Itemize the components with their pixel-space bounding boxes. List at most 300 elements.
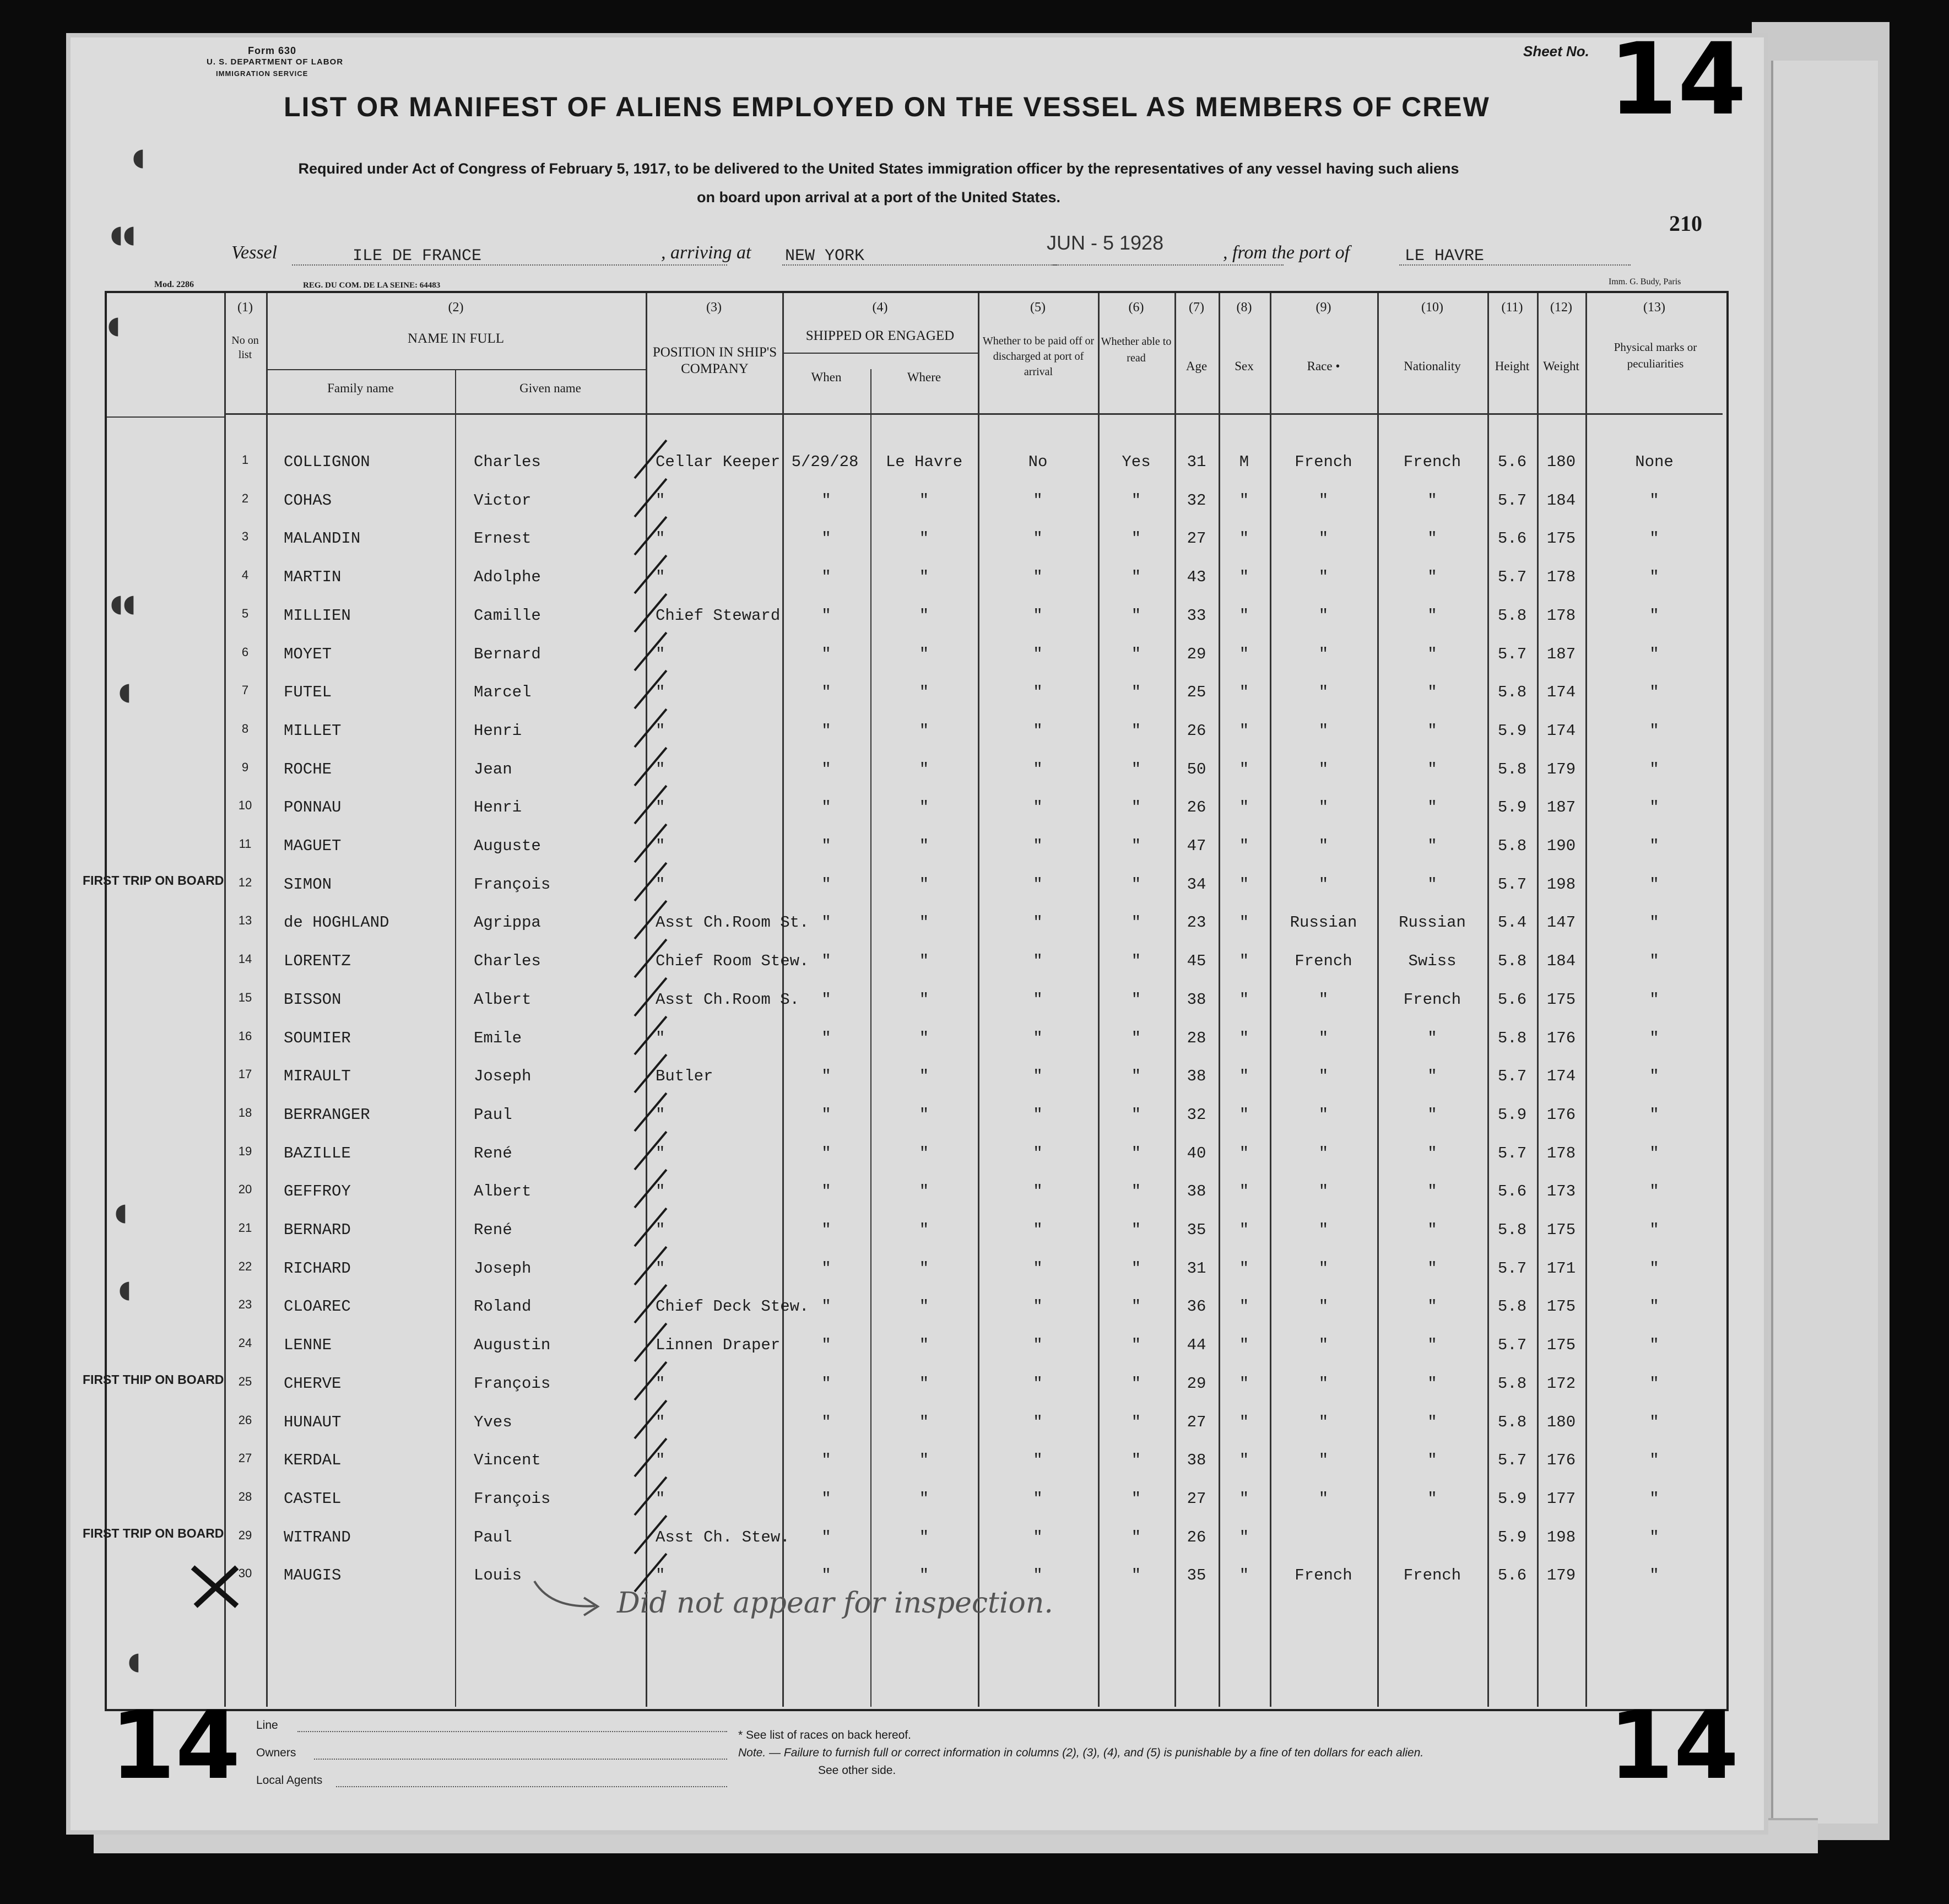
cell-where: " [919, 1221, 929, 1239]
cell-when: " [821, 991, 831, 1009]
cell-height: 5.4 [1497, 913, 1527, 932]
cell-paid: " [1033, 722, 1043, 740]
cell-family: MAUGIS [284, 1566, 342, 1584]
cell-sex: M [1239, 453, 1249, 471]
cell-given: Yves [474, 1413, 512, 1431]
cell-position: " [656, 568, 665, 586]
cell-weight: 175 [1546, 991, 1576, 1009]
cell-race: " [1318, 1297, 1329, 1316]
cell-marks: " [1649, 1297, 1659, 1316]
cell-when: " [821, 1259, 831, 1278]
cell-read: " [1131, 1029, 1141, 1047]
cell-family: de HOGHLAND [284, 913, 389, 932]
from-port: LE HAVRE [1405, 247, 1485, 266]
cell-when: " [821, 607, 831, 625]
cell-sex: " [1239, 1413, 1249, 1431]
cell-given: Paul [474, 1528, 512, 1546]
cell-position: " [656, 683, 665, 701]
cell-race: French [1295, 952, 1352, 970]
bottom-right-sheet-number: 14 [1609, 1691, 1739, 1800]
cell-paid: " [1033, 952, 1043, 970]
col-num-13: (13) [1643, 300, 1665, 315]
cell-where: " [919, 1413, 929, 1431]
cell-age: 27 [1187, 529, 1206, 548]
cell-race: " [1318, 760, 1329, 778]
header-family-name: Family name [327, 381, 394, 395]
punch-mark: ◖ [107, 311, 121, 339]
cell-race: " [1318, 837, 1329, 855]
cell-when: " [821, 1528, 831, 1546]
cell-no: 2 [241, 491, 249, 505]
cell-nat: " [1427, 491, 1437, 510]
cell-when: " [821, 1144, 831, 1162]
cell-read: " [1131, 1490, 1141, 1508]
footer-agents-label: Local Agents [256, 1774, 323, 1787]
cell-age: 29 [1187, 645, 1206, 663]
header-when: When [811, 370, 842, 384]
cell-paid: " [1033, 1528, 1043, 1546]
col-num-3: (3) [706, 300, 722, 315]
cell-no: 14 [238, 952, 252, 966]
cell-sex: " [1239, 1490, 1249, 1508]
manifest-sheet [66, 22, 1768, 1835]
cell-sex: " [1239, 1106, 1249, 1124]
cell-age: 43 [1187, 568, 1206, 586]
cell-age: 38 [1187, 1067, 1206, 1085]
cell-no: 26 [238, 1413, 252, 1427]
cell-read: " [1131, 1067, 1141, 1085]
cell-paid: " [1033, 837, 1043, 855]
header-paid-off: Whether to be paid off or discharged at port of arrival [982, 335, 1095, 378]
cell-sex: " [1239, 1451, 1249, 1469]
cell-sex: " [1239, 798, 1249, 816]
cell-given: Marcel [474, 683, 532, 701]
cell-paid: " [1033, 875, 1043, 894]
page-number: 210 [1669, 211, 1702, 236]
cell-position: Chief Room Stew. [656, 952, 809, 970]
cell-position: " [656, 837, 665, 855]
cell-family: MIRAULT [284, 1067, 351, 1085]
cell-family: CHERVE [284, 1375, 342, 1393]
cell-race: Russian [1290, 913, 1357, 932]
cell-sex: " [1239, 875, 1249, 894]
cell-given: Charles [474, 952, 541, 970]
cell-height: 5.8 [1497, 1375, 1527, 1393]
cell-no: 19 [238, 1144, 252, 1158]
cell-weight: 147 [1546, 913, 1576, 932]
cell-no: 16 [238, 1029, 252, 1043]
cell-sex: " [1239, 952, 1249, 970]
col-num-1: (1) [237, 300, 253, 315]
cell-marks: " [1649, 1413, 1659, 1431]
cell-read: " [1131, 760, 1141, 778]
cell-height: 5.7 [1497, 568, 1527, 586]
cell-weight: 173 [1546, 1182, 1576, 1200]
header-shipped: SHIPPED OR ENGAGED [805, 328, 955, 343]
cell-no: 20 [238, 1182, 252, 1196]
col-num-10: (10) [1421, 300, 1443, 315]
cell-where: " [919, 722, 929, 740]
cell-no: 27 [238, 1451, 252, 1465]
cell-family: KERDAL [284, 1451, 342, 1469]
cell-sex: " [1239, 1297, 1249, 1316]
cell-marks: None [1635, 453, 1674, 471]
cell-paid: " [1033, 1259, 1043, 1278]
cell-when: " [821, 875, 831, 894]
header-where: Where [907, 370, 941, 384]
cell-height: 5.9 [1497, 798, 1527, 816]
cell-given: Emile [474, 1029, 522, 1047]
cell-marks: " [1649, 1221, 1659, 1239]
cell-weight: 187 [1546, 798, 1576, 816]
cell-position: " [656, 1375, 665, 1393]
cell-age: 36 [1187, 1297, 1206, 1316]
sheet-no-label: Sheet No. [1523, 43, 1589, 60]
service-label: IMMIGRATION SERVICE [216, 69, 308, 78]
cell-height: 5.8 [1497, 683, 1527, 701]
cell-paid: " [1033, 1566, 1043, 1584]
header-nationality: Nationality [1404, 359, 1461, 373]
cell-height: 5.7 [1497, 491, 1527, 510]
cell-no: 29 [238, 1528, 252, 1542]
cell-given: François [474, 1490, 551, 1508]
cell-weight: 176 [1546, 1029, 1576, 1047]
cell-given: Henri [474, 722, 522, 740]
cell-when: " [821, 529, 831, 548]
cell-position: " [656, 760, 665, 778]
cell-family: GEFFROY [284, 1182, 351, 1200]
cell-read: " [1131, 1182, 1141, 1200]
cell-given: Albert [474, 1182, 532, 1200]
cell-family: LORENTZ [284, 952, 351, 970]
cell-read: " [1131, 1375, 1141, 1393]
cell-when: " [821, 1336, 831, 1354]
cell-where: " [919, 568, 929, 586]
cell-no: 4 [241, 568, 249, 582]
cell-height: 5.7 [1497, 1144, 1527, 1162]
cell-weight: 174 [1546, 1067, 1576, 1085]
cell-family: RICHARD [284, 1259, 351, 1278]
cell-read: " [1131, 1566, 1141, 1584]
cell-paid: No [1028, 453, 1048, 471]
cell-marks: " [1649, 991, 1659, 1009]
first-trip-note: FIRST TRIP ON BOARD [83, 873, 224, 888]
cell-race: " [1318, 607, 1329, 625]
cell-height: 5.8 [1497, 1297, 1527, 1316]
cell-position: " [656, 645, 665, 663]
cell-age: 29 [1187, 1375, 1206, 1393]
cell-family: WITRAND [284, 1528, 351, 1546]
cell-marks: " [1649, 1106, 1659, 1124]
cell-marks: " [1649, 683, 1659, 701]
cell-weight: 184 [1546, 491, 1576, 510]
cell-when: 5/29/28 [791, 453, 859, 471]
cell-read: " [1131, 1106, 1141, 1124]
cell-no: 21 [238, 1221, 252, 1235]
cell-read: " [1131, 1221, 1141, 1239]
cell-nat: " [1427, 1490, 1437, 1508]
cell-race: " [1318, 875, 1329, 894]
cell-position: Asst Ch.Room St. [656, 913, 809, 932]
cell-height: 5.7 [1497, 1336, 1527, 1354]
cell-no: 6 [241, 645, 249, 659]
cell-when: " [821, 1067, 831, 1085]
cell-position: Asst Ch. Stew. [656, 1528, 790, 1546]
cell-sex: " [1239, 607, 1249, 625]
footer-line-label: Line [256, 1719, 278, 1732]
cell-race: " [1318, 491, 1329, 510]
cell-given: Augustin [474, 1336, 551, 1354]
cell-nat: " [1427, 760, 1437, 778]
cell-given: Agrippa [474, 913, 541, 932]
cell-where: " [919, 1029, 929, 1047]
cell-age: 47 [1187, 837, 1206, 855]
cell-where: " [919, 1182, 929, 1200]
cell-race: " [1318, 1182, 1329, 1200]
cell-no: 10 [238, 798, 252, 812]
col-num-7: (7) [1189, 300, 1204, 315]
cell-paid: " [1033, 1413, 1043, 1431]
cell-sex: " [1239, 1566, 1249, 1584]
cell-marks: " [1649, 722, 1659, 740]
cell-where: " [919, 1067, 929, 1085]
cell-paid: " [1033, 1451, 1043, 1469]
cell-marks: " [1649, 529, 1659, 548]
cell-age: 28 [1187, 1029, 1206, 1047]
cell-family: MALANDIN [284, 529, 361, 548]
cell-given: Paul [474, 1106, 512, 1124]
cell-position: " [656, 491, 665, 510]
cell-marks: " [1649, 568, 1659, 586]
cell-race: " [1318, 1144, 1329, 1162]
cell-age: 45 [1187, 952, 1206, 970]
cell-nat: " [1427, 798, 1437, 816]
cell-read: " [1131, 837, 1141, 855]
cell-family: MAGUET [284, 837, 342, 855]
cell-nat: " [1427, 1106, 1437, 1124]
cell-family: PONNAU [284, 798, 342, 816]
cell-read: " [1131, 607, 1141, 625]
cell-where: " [919, 837, 929, 855]
punch-mark: ◖ [128, 1647, 141, 1675]
cell-where: " [919, 645, 929, 663]
cell-where: " [919, 991, 929, 1009]
cell-where: " [919, 607, 929, 625]
cell-given: Camille [474, 607, 541, 625]
cell-read: " [1131, 1144, 1141, 1162]
cell-sex: " [1239, 991, 1249, 1009]
header-able-to-read: Whether able to read [1101, 336, 1172, 364]
footer-owners-label: Owners [256, 1746, 296, 1759]
col-num-11: (11) [1501, 300, 1523, 315]
cell-height: 5.7 [1497, 875, 1527, 894]
cell-position: " [656, 1144, 665, 1162]
cell-position: " [656, 529, 665, 548]
cell-given: Henri [474, 798, 522, 816]
cell-age: 50 [1187, 760, 1206, 778]
cell-marks: " [1649, 875, 1659, 894]
cell-marks: " [1649, 1528, 1659, 1546]
cell-where: " [919, 1297, 929, 1316]
cell-read: " [1131, 991, 1141, 1009]
cell-paid: " [1033, 1490, 1043, 1508]
races-note: * See list of races on back hereof. [738, 1729, 912, 1741]
cell-race: " [1318, 1490, 1329, 1508]
cell-marks: " [1649, 1182, 1659, 1200]
cell-sex: " [1239, 1182, 1249, 1200]
cell-no: 22 [238, 1259, 252, 1273]
cell-given: François [474, 875, 551, 894]
from-line [1399, 264, 1631, 266]
first-trip-note: FIRST TRIP ON BOARD [83, 1526, 224, 1540]
cell-read: " [1131, 683, 1141, 701]
cell-height: 5.9 [1497, 1106, 1527, 1124]
cell-sex: " [1239, 529, 1249, 548]
cell-height: 5.7 [1497, 1259, 1527, 1278]
cell-nat: French [1403, 991, 1461, 1009]
cell-weight: 176 [1546, 1106, 1576, 1124]
cell-given: Joseph [474, 1259, 532, 1278]
cell-where: " [919, 1451, 929, 1469]
cell-no: 30 [238, 1566, 252, 1580]
cell-age: 38 [1187, 1182, 1206, 1200]
cell-height: 5.8 [1497, 760, 1527, 778]
cell-race: French [1295, 453, 1352, 471]
cell-position: Butler [656, 1067, 713, 1085]
cell-position: " [656, 798, 665, 816]
cell-marks: " [1649, 491, 1659, 510]
cell-marks: " [1649, 1566, 1659, 1584]
cell-nat: " [1427, 1144, 1437, 1162]
see-other-side: See other side. [818, 1764, 896, 1777]
cell-age: 26 [1187, 722, 1206, 740]
cell-race: " [1318, 529, 1329, 548]
cell-where: " [919, 1528, 929, 1546]
cell-family: BISSON [284, 991, 342, 1009]
cell-nat: French [1403, 1566, 1461, 1584]
cell-family: BAZILLE [284, 1144, 351, 1162]
cell-paid: " [1033, 1297, 1043, 1316]
cell-weight: 180 [1546, 453, 1576, 471]
cell-race: " [1318, 1221, 1329, 1239]
cell-height: 5.9 [1497, 722, 1527, 740]
cell-no: 11 [239, 837, 252, 851]
cell-weight: 198 [1546, 875, 1576, 894]
cell-race: " [1318, 1413, 1329, 1431]
cell-paid: " [1033, 760, 1043, 778]
cell-where: " [919, 760, 929, 778]
cell-position: " [656, 1451, 665, 1469]
cell-nat: " [1427, 1297, 1437, 1316]
cell-given: Louis [474, 1566, 522, 1584]
cell-given: René [474, 1144, 512, 1162]
cell-no: 23 [238, 1297, 252, 1311]
cell-race: " [1318, 798, 1329, 816]
cell-where: " [919, 529, 929, 548]
first-trip-note: FIRST THIP ON BOARD [83, 1372, 224, 1387]
cell-family: BERNARD [284, 1221, 351, 1239]
cell-position: " [656, 1259, 665, 1278]
cell-paid: " [1033, 1144, 1043, 1162]
cell-height: 5.7 [1497, 645, 1527, 663]
cell-height: 5.8 [1497, 952, 1527, 970]
cell-age: 35 [1187, 1221, 1206, 1239]
cell-race: " [1318, 1029, 1329, 1047]
cell-sex: " [1239, 1144, 1249, 1162]
cell-no: 24 [238, 1336, 252, 1350]
col-num-9: (9) [1315, 300, 1331, 315]
cell-read: " [1131, 1336, 1141, 1354]
department-label: U. S. DEPARTMENT OF LABOR [207, 57, 344, 67]
cell-when: " [821, 683, 831, 701]
cell-age: 38 [1187, 991, 1206, 1009]
cell-when: " [821, 1106, 831, 1124]
vessel-line [292, 264, 727, 266]
subtitle-line-1: Required under Act of Congress of February 5, 1917, to be delivered to the United States immigration officer by the representatives of any vessel having such aliens [298, 160, 1459, 177]
cell-when: " [821, 760, 831, 778]
cell-paid: " [1033, 1336, 1043, 1354]
cell-family: HUNAUT [284, 1413, 342, 1431]
header-race: Race • [1307, 359, 1340, 373]
cell-given: Joseph [474, 1067, 532, 1085]
cell-height: 5.8 [1497, 1029, 1527, 1047]
cell-marks: " [1649, 1375, 1659, 1393]
subtitle-line-2: on board upon arrival at a port of the United States. [696, 189, 1061, 205]
cell-given: Jean [474, 760, 512, 778]
cell-marks: " [1649, 645, 1659, 663]
cell-paid: " [1033, 1106, 1043, 1124]
cell-given: René [474, 1221, 512, 1239]
cell-position: " [656, 875, 665, 894]
cell-nat: Russian [1399, 913, 1466, 932]
cell-when: " [821, 1451, 831, 1469]
cell-height: 5.7 [1497, 1067, 1527, 1085]
cell-weight: 178 [1546, 607, 1576, 625]
cell-given: Charles [474, 453, 541, 471]
punch-mark: ◖ [115, 1198, 128, 1226]
arriving-port: NEW YORK [785, 247, 865, 266]
cell-weight: 176 [1546, 1451, 1576, 1469]
cell-age: 25 [1187, 683, 1206, 701]
cell-height: 5.6 [1497, 529, 1527, 548]
cell-no: 12 [238, 875, 252, 889]
cell-age: 23 [1187, 913, 1206, 932]
date-line [1052, 264, 1284, 266]
cell-position: " [656, 1566, 665, 1584]
cell-age: 32 [1187, 491, 1206, 510]
cell-nat: " [1427, 1451, 1437, 1469]
cell-no: 25 [238, 1375, 252, 1388]
cell-family: CASTEL [284, 1490, 342, 1508]
cell-family: BERRANGER [284, 1106, 370, 1124]
cell-nat: " [1427, 1182, 1437, 1200]
cell-race: " [1318, 1375, 1329, 1393]
cell-read: " [1131, 529, 1141, 548]
cell-position: " [656, 722, 665, 740]
cell-height: 5.9 [1497, 1528, 1527, 1546]
cell-paid: " [1033, 1375, 1043, 1393]
cell-family: SOUMIER [284, 1029, 351, 1047]
punch-mark: ◖ [118, 678, 132, 706]
cell-weight: 172 [1546, 1375, 1576, 1393]
cell-marks: " [1649, 1336, 1659, 1354]
cell-sex: " [1239, 1067, 1249, 1085]
page-subtitle [204, 154, 1553, 212]
cell-family: CLOAREC [284, 1297, 351, 1316]
cell-height: 5.8 [1497, 837, 1527, 855]
cell-height: 5.8 [1497, 1221, 1527, 1239]
cell-marks: " [1649, 1029, 1659, 1047]
